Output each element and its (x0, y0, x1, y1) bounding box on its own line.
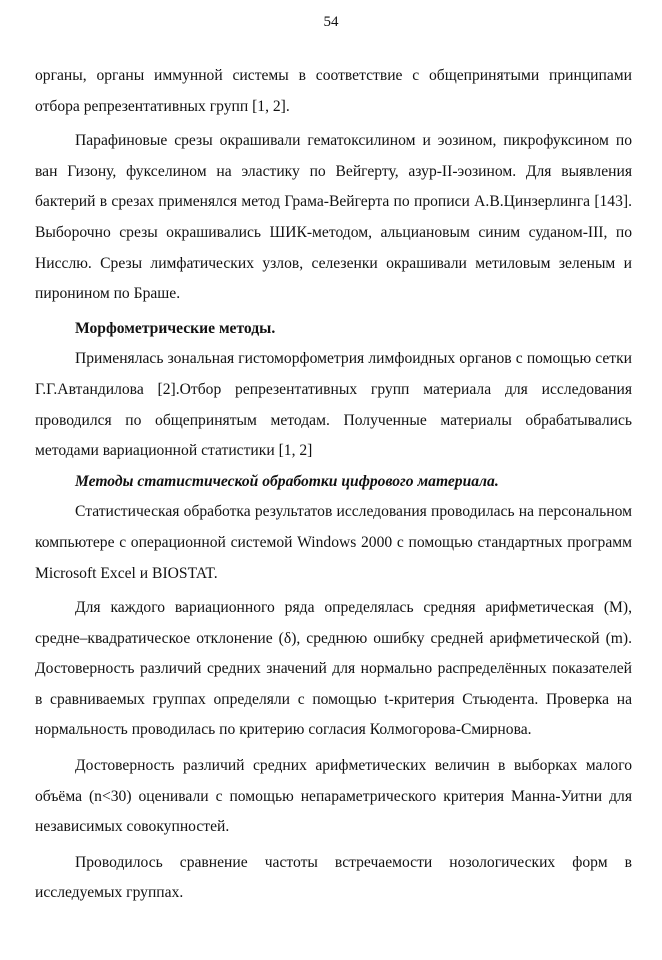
paragraph-continuation: органы, органы иммунной системы в соответствие с общепринятыми принципами отбора репрезентативных групп [1, 2]. (35, 67, 632, 115)
paragraph-morphometry: Применялась зональная гистоморфометрия лимфоидных органов с помощью сетки Г.Г.Автандилова [2].Отбор репрезентативных групп материала для исследования проводился по общепринятым методам. Полученные материалы обрабатывались методами вариационной статистики [1, 2] (35, 350, 632, 460)
paragraph-mann-whitney: Достоверность различий средних арифметических величин в выборках малого объёма (n<30) оценивали с помощью непараметрического критерия Манна-Уитни для независимых совокупностей. (35, 757, 632, 836)
page-number: 54 (323, 14, 339, 30)
section-heading-statistics: Методы статистической обработки цифрового материала. (75, 472, 499, 490)
paragraph-comparison: Проводилось сравнение частоты встречаемости нозологических форм в исследуемых группах. (35, 853, 632, 902)
paragraph-staining-methods: Парафиновые срезы окрашивали гематоксилином и эозином, пикрофуксином по ван Гизону, фукселином на эластику по Вейгерту, азур-II-эозином. Для выявления бактерий в срезах применялся метод Грама-Вейгерта по прописи А.В.Цинзерлинга [143]. Выборочно срезы окрашивались ШИК-методом, альциановым синим суданом-III, по Ниcслю. Срезы лимфатических узлов, селезенки окрашивали метиловым зеленым и пиронином по Браше. (35, 132, 632, 303)
paragraph-software: Статистическая обработка результатов исследования проводилась на персональном компьютере с операционной системой Windows 2000 с помощью стандартных программ Microsoft Excel и BIOSTAT. (35, 503, 632, 582)
document-body (35, 61, 632, 909)
section-heading-morphometric: Морфометрические методы. (75, 319, 276, 337)
paragraph-variation-series: Для каждого вариационного ряда определялась средняя арифметическая (М), средне–квадратическое отклонение (δ), среднюю ошибку средней арифметической (m). Достоверность различий средних значений для нормально распределённых показателей в сравниваемых группах определяли с помощью t-критерия Стьюдента. Проверка на нормальность проводилась по критерию согласия Колмогорова-Смирнова. (35, 599, 632, 739)
